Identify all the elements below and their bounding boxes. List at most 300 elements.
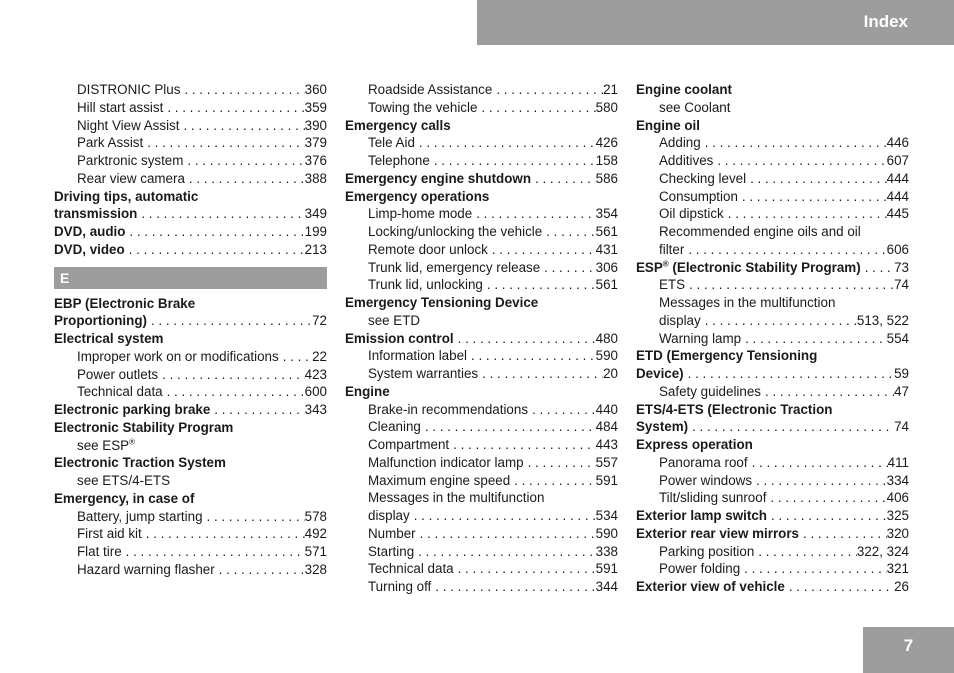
dot-leader — [488, 241, 596, 259]
dot-leader — [449, 436, 596, 454]
entry-text: Telephone — [368, 153, 430, 168]
index-entry — [54, 454, 327, 472]
entry-text: Emission control — [345, 330, 454, 346]
page-reference: 213 — [304, 241, 327, 257]
page-reference: 426 — [595, 135, 618, 151]
index-entry — [54, 81, 327, 99]
dot-leader — [799, 525, 887, 543]
entry-text: Emergency, in case of — [54, 490, 195, 506]
entry-text: Checking level — [659, 170, 747, 186]
dot-leader — [740, 560, 887, 578]
section-header: E — [54, 267, 327, 289]
index-entry — [54, 312, 327, 330]
index-entry — [54, 170, 327, 188]
dot-leader — [467, 347, 596, 365]
entry-text: Roadside Assistance — [368, 82, 493, 97]
entry-text: Exterior view of vehicle — [636, 579, 785, 594]
dot-leader — [183, 152, 304, 170]
dot-leader — [528, 401, 596, 419]
page-reference: 445 — [886, 206, 909, 222]
dot-leader — [767, 507, 887, 525]
index-entry — [636, 472, 909, 490]
dot-leader — [746, 170, 887, 188]
index-column-2 — [345, 81, 618, 596]
entry-text: Engine coolant — [636, 82, 732, 97]
index-entry — [345, 241, 618, 259]
dot-leader — [143, 134, 304, 152]
entry-text: Emergency engine shutdown — [345, 170, 532, 186]
index-entry — [636, 205, 909, 223]
page-reference: 440 — [595, 401, 618, 417]
page-reference: 390 — [304, 117, 327, 133]
index-entry — [345, 347, 618, 365]
index-entry — [345, 365, 618, 383]
index-entry — [345, 276, 618, 294]
dot-leader — [210, 401, 304, 419]
index-entry — [636, 241, 909, 259]
page-reference: 343 — [304, 402, 327, 417]
index-entry — [636, 543, 909, 561]
index-entry — [54, 419, 327, 437]
entry-text: ETS/4-ETS (Electronic Traction — [636, 401, 833, 417]
dot-leader — [492, 81, 603, 99]
dot-leader — [430, 152, 596, 170]
entry-text: DISTRONIC Plus — [77, 82, 181, 97]
dot-leader — [147, 312, 312, 330]
entry-text: Emergency Tensioning Device — [345, 295, 539, 310]
dot-leader — [752, 472, 887, 490]
page-reference: 349 — [304, 206, 327, 222]
index-entry — [345, 507, 618, 525]
page-reference: 444 — [886, 188, 909, 204]
entry-text: Emergency calls — [345, 117, 451, 133]
entry-text: Proportioning) — [54, 313, 147, 329]
index-entry — [345, 418, 618, 436]
index-entry — [54, 561, 327, 579]
index-entry — [636, 560, 909, 578]
index-entry — [54, 241, 327, 259]
entry-text: Safety guidelines — [659, 383, 761, 399]
entry-text: display — [368, 508, 410, 523]
page-reference: 22 — [312, 348, 327, 364]
index-entry — [345, 312, 618, 330]
index-entry — [636, 134, 909, 152]
index-entry — [345, 170, 618, 188]
index-entry — [636, 99, 909, 117]
entry-text: Recommended engine oils and oil — [659, 224, 861, 239]
dot-leader — [415, 134, 596, 152]
dot-leader — [510, 472, 595, 490]
entry-text: Adding — [659, 135, 701, 151]
dot-leader — [684, 365, 894, 383]
page-reference: 571 — [304, 544, 327, 559]
page-reference: 72 — [312, 313, 327, 329]
dot-leader — [279, 348, 312, 366]
index-entry — [345, 294, 618, 312]
entry-text: ETS — [659, 277, 686, 293]
dot-leader — [701, 134, 887, 152]
index-entry — [636, 525, 909, 543]
dot-leader — [125, 241, 305, 259]
dot-leader — [472, 205, 595, 223]
entry-text: Power folding — [659, 561, 741, 577]
entry-text: Messages in the multifunction — [659, 295, 836, 310]
index-entry — [54, 366, 327, 384]
entry-text: Tele Aid — [368, 135, 415, 151]
index-entry — [345, 454, 618, 472]
dot-leader — [748, 454, 888, 472]
entry-text: Messages in the multifunction — [368, 490, 545, 506]
dot-leader — [685, 276, 894, 294]
index-entry — [345, 560, 618, 578]
index-entry — [54, 330, 327, 348]
entry-text: Electronic Traction System — [54, 455, 226, 471]
index-entry — [345, 223, 618, 241]
index-entry — [54, 205, 327, 223]
dot-leader — [454, 560, 596, 578]
dot-leader — [741, 330, 887, 348]
entry-text: Information label — [368, 348, 467, 364]
page-reference: 554 — [886, 330, 909, 346]
page-reference: 74 — [894, 277, 909, 293]
dot-leader — [180, 81, 304, 99]
page-reference: 480 — [595, 330, 618, 346]
index-entry — [345, 401, 618, 419]
page-reference: 590 — [595, 525, 618, 541]
entry-text: Cleaning — [368, 419, 421, 435]
index-entry — [636, 507, 909, 525]
entry-text: ETD (Emergency Tensioning — [636, 348, 818, 364]
index-entry — [345, 99, 618, 117]
dot-leader — [185, 170, 305, 188]
dot-leader — [125, 223, 304, 241]
index-entry — [54, 188, 327, 206]
index-entry — [636, 489, 909, 507]
index-entry — [636, 276, 909, 294]
dot-leader — [688, 418, 894, 436]
index-entry — [636, 401, 909, 419]
entry-text: Parktronic system — [77, 153, 184, 168]
index-entry — [54, 472, 327, 490]
index-entry — [345, 117, 618, 135]
entry-text: Park Assist — [77, 135, 144, 151]
index-entry — [345, 330, 618, 348]
index-entry — [54, 117, 327, 135]
entry-text: Towing the vehicle — [368, 99, 478, 115]
page-reference: 20 — [603, 366, 618, 381]
entry-text: see ETD — [368, 312, 421, 328]
page-reference: 199 — [304, 224, 327, 239]
page-number: 7 — [903, 636, 914, 655]
entry-text: Parking position — [659, 543, 755, 559]
entry-text: display — [659, 312, 701, 328]
entry-text: Electronic parking brake — [54, 402, 211, 417]
entry-text: Remote door unlock — [368, 241, 488, 257]
page-reference: 354 — [595, 206, 618, 222]
dot-leader — [142, 525, 305, 543]
index-entry — [54, 401, 327, 419]
entry-text: Driving tips, automatic — [54, 188, 199, 204]
page-reference: 600 — [304, 384, 327, 400]
index-entry — [636, 312, 909, 330]
dot-leader — [179, 117, 304, 135]
dot-leader — [477, 99, 595, 117]
index-entry — [345, 436, 618, 454]
entry-text: Warning lamp — [659, 330, 742, 346]
dot-leader — [738, 188, 887, 206]
index-entry — [636, 330, 909, 348]
entry-text: Device) — [636, 366, 684, 381]
page-reference: 580 — [595, 99, 618, 115]
entry-text: Locking/unlocking the vehicle — [368, 224, 543, 239]
entry-text: Engine — [345, 383, 390, 399]
dot-leader — [421, 418, 596, 436]
index-entry — [636, 117, 909, 135]
page-reference: 446 — [886, 135, 909, 151]
entry-text: Night View Assist — [77, 117, 180, 133]
index-entry — [54, 134, 327, 152]
page-reference: 328 — [304, 561, 327, 577]
entry-text: Starting — [368, 543, 415, 559]
index-entry — [54, 152, 327, 170]
index-entry — [54, 348, 327, 366]
entry-text: Brake-in recommendations — [368, 401, 529, 417]
entry-text: see Coolant — [659, 99, 731, 115]
dot-leader — [761, 383, 894, 401]
dot-leader — [203, 508, 305, 526]
index-entry — [345, 525, 618, 543]
entry-text: Engine oil — [636, 117, 700, 133]
index-entry — [636, 383, 909, 401]
page-title: Index — [863, 12, 908, 31]
page-reference: 21 — [603, 82, 618, 97]
entry-text: Limp-home mode — [368, 206, 473, 222]
page-reference: 379 — [304, 135, 327, 151]
dot-leader — [122, 543, 305, 561]
index-entry — [636, 578, 909, 596]
dot-leader — [524, 454, 596, 472]
index-entry — [636, 294, 909, 312]
dot-leader — [542, 223, 595, 241]
page-reference: 360 — [304, 82, 327, 97]
index-entry — [345, 152, 618, 170]
page-reference: 338 — [595, 543, 618, 559]
page-reference: 388 — [304, 170, 327, 186]
entry-text: Power windows — [659, 472, 753, 488]
page-reference: 423 — [304, 366, 327, 382]
page-reference: 557 — [595, 454, 618, 470]
dot-leader — [454, 330, 596, 348]
index-entry — [636, 454, 909, 472]
entry-text: see ESP® — [77, 437, 136, 453]
entry-text: Compartment — [368, 437, 450, 452]
index-entry — [345, 472, 618, 490]
entry-text: Hazard warning flasher — [77, 561, 215, 577]
index-entry — [54, 383, 327, 401]
entry-text: Consumption — [659, 188, 738, 204]
dot-leader — [215, 561, 305, 579]
entry-text: Flat tire — [77, 544, 122, 559]
dot-leader — [478, 365, 603, 383]
page-reference: 590 — [595, 348, 618, 364]
index-entry — [54, 99, 327, 117]
entry-text: Tilt/sliding sunroof — [659, 490, 767, 506]
page-reference: 591 — [595, 472, 618, 488]
dot-leader — [766, 489, 886, 507]
index-entry — [54, 508, 327, 526]
page-reference: 606 — [886, 241, 909, 257]
index-entry — [345, 543, 618, 561]
entry-text: Trunk lid, unlocking — [368, 277, 483, 293]
dot-leader — [163, 383, 305, 401]
entry-text: Power outlets — [77, 366, 159, 382]
index-entry — [636, 259, 909, 277]
dot-leader — [137, 205, 304, 223]
index-entry — [54, 223, 327, 241]
index-entry — [636, 436, 909, 454]
page-reference: 325 — [886, 508, 909, 523]
index-entry — [345, 383, 618, 401]
index-entry — [636, 223, 909, 241]
registered-mark: ® — [129, 437, 136, 447]
page-reference: 513, 522 — [856, 312, 909, 328]
index-entry — [636, 152, 909, 170]
registered-mark: ® — [662, 259, 669, 269]
index-entry — [54, 437, 327, 455]
dot-leader — [414, 543, 596, 561]
dot-leader — [410, 507, 596, 525]
index-entry — [636, 188, 909, 206]
entry-text: see ETS/4-ETS — [77, 473, 171, 488]
page-reference: 47 — [894, 383, 909, 399]
dot-leader — [785, 578, 894, 596]
page-reference: 321 — [886, 561, 909, 577]
page-reference: 73 — [894, 259, 909, 275]
entry-text: Emergency operations — [345, 188, 490, 204]
entry-text: DVD, video — [54, 241, 125, 257]
index-entry — [345, 259, 618, 277]
index-column-3 — [636, 81, 909, 596]
index-entry — [345, 81, 618, 99]
entry-text: Technical data — [368, 561, 454, 577]
index-entry — [636, 81, 909, 99]
page-reference: 74 — [894, 419, 909, 435]
page-reference: 59 — [894, 366, 909, 381]
page-reference: 320 — [886, 525, 909, 541]
page-reference: 586 — [595, 170, 618, 186]
entry-text: DVD, audio — [54, 224, 126, 239]
entry-text: filter — [659, 241, 685, 257]
page-reference: 591 — [595, 561, 618, 577]
index-entry — [345, 205, 618, 223]
index-entry — [54, 543, 327, 561]
index-entry — [345, 188, 618, 206]
entry-text: transmission — [54, 206, 138, 222]
index-entry — [636, 170, 909, 188]
entry-text: Rear view camera — [77, 170, 185, 186]
index-entry — [636, 365, 909, 383]
index-entry — [54, 525, 327, 543]
page-reference: 443 — [595, 437, 618, 452]
index-column-1 — [54, 81, 327, 579]
entry-text: Trunk lid, emergency release — [368, 259, 541, 275]
entry-text: System warranties — [368, 366, 479, 381]
page-reference: 359 — [304, 99, 327, 115]
entry-text: First aid kit — [77, 526, 142, 542]
dot-leader — [163, 99, 304, 117]
page-reference: 492 — [304, 526, 327, 542]
dot-leader — [861, 259, 894, 277]
page-reference: 406 — [886, 490, 909, 506]
entry-text: Improper work on or modifications — [77, 348, 279, 364]
page-reference: 158 — [595, 153, 618, 168]
page-reference: 334 — [886, 472, 909, 488]
entry-text: Exterior rear view mirrors — [636, 525, 800, 541]
dot-leader — [483, 276, 596, 294]
entry-text: Turning off — [368, 579, 432, 594]
index-entry — [54, 295, 327, 313]
index-entry — [636, 418, 909, 436]
page-reference: 376 — [304, 153, 327, 168]
dot-leader — [684, 241, 886, 259]
dot-leader — [713, 152, 886, 170]
dot-leader — [754, 543, 857, 561]
entry-text: Maximum engine speed — [368, 472, 511, 488]
entry-text: EBP (Electronic Brake — [54, 295, 196, 311]
entry-text: ESP® (Electronic Stability Program) — [636, 259, 861, 275]
entry-text: Battery, jump starting — [77, 508, 203, 524]
entry-text: Oil dipstick — [659, 206, 724, 222]
entry-text: Express operation — [636, 437, 753, 452]
page-number-box — [863, 627, 954, 673]
dot-leader — [158, 366, 305, 384]
entry-text: Number — [368, 525, 416, 541]
entry-text: Additives — [659, 153, 714, 168]
dot-leader — [701, 312, 857, 330]
dot-leader — [540, 259, 595, 277]
dot-leader — [431, 578, 595, 596]
page-reference: 411 — [887, 454, 909, 470]
entry-text: Panorama roof — [659, 454, 748, 470]
dot-leader — [416, 525, 596, 543]
page-reference: 484 — [595, 419, 618, 435]
page-reference: 431 — [595, 241, 618, 257]
entry-text: Malfunction indicator lamp — [368, 454, 524, 470]
index-entry — [345, 134, 618, 152]
entry-text: Electrical system — [54, 331, 164, 346]
page-reference: 306 — [595, 259, 618, 275]
index-entry — [345, 489, 618, 507]
index-entry — [636, 347, 909, 365]
page-reference: 444 — [886, 170, 909, 186]
entry-text: Exterior lamp switch — [636, 508, 767, 523]
entry-text: System) — [636, 419, 689, 435]
header-bar — [477, 0, 954, 45]
page-reference: 534 — [595, 508, 618, 523]
page-reference: 26 — [894, 579, 909, 594]
page-reference: 344 — [595, 579, 618, 594]
entry-text: Technical data — [77, 384, 163, 400]
page-reference: 561 — [595, 277, 618, 293]
dot-leader — [724, 205, 887, 223]
index-entry — [345, 578, 618, 596]
index-entry — [54, 490, 327, 508]
entry-text: Electronic Stability Program — [54, 419, 234, 435]
entry-text: Hill start assist — [77, 99, 164, 115]
page-reference: 607 — [886, 153, 909, 168]
page-reference: 322, 324 — [856, 543, 909, 559]
dot-leader — [531, 170, 596, 188]
